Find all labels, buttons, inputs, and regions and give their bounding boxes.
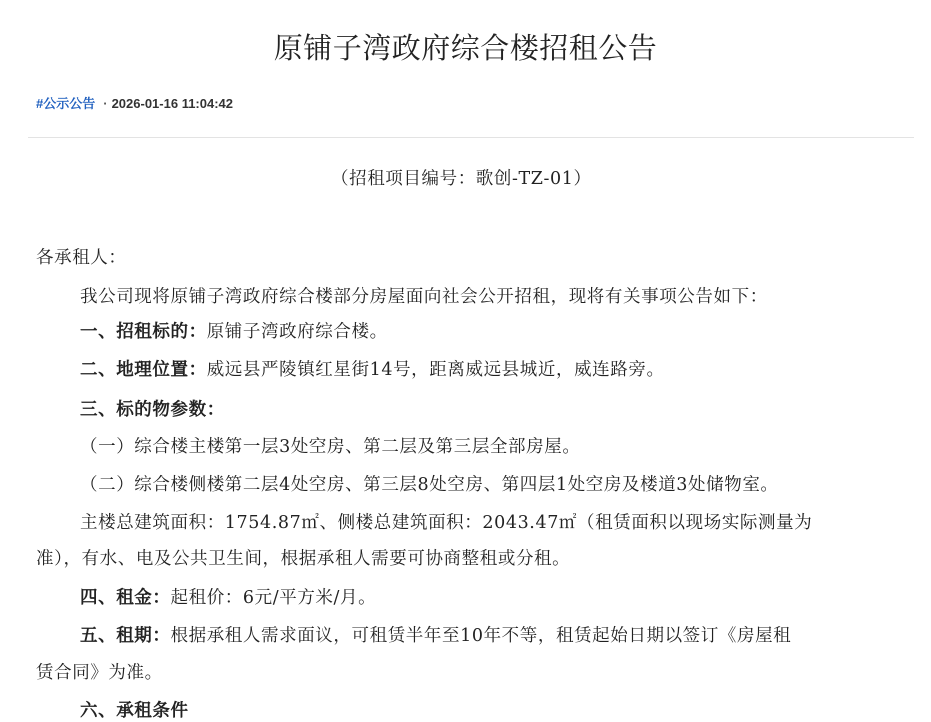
section-2-heading: 二、地理位置：	[80, 360, 207, 380]
section-5-heading: 五、租期：	[80, 626, 171, 646]
category-tag-link[interactable]: #公示公告	[36, 96, 96, 111]
page-title: 原铺子湾政府综合楼招租公告	[273, 31, 658, 65]
section-3-area-line-2: 准），有水、电及公共卫生间，根据承租人需要可协商整租或分租。	[36, 549, 571, 569]
publish-datetime: 2026-01-16 11:04:42	[111, 96, 234, 111]
project-number: （招租项目编号：歌创-TZ-01）	[331, 169, 592, 189]
section-4-heading: 四、租金：	[80, 588, 171, 608]
section-3-item-2: （二）综合楼侧楼第二层4处空房、第三层8处空房、第四层1处空房及楼道3处储物室。	[80, 475, 779, 495]
section-3-item-1: （一）综合楼主楼第一层3处空房、第二层及第三层全部房屋。	[80, 437, 581, 457]
section-1-text: 原铺子湾政府综合楼。	[206, 322, 388, 342]
salutation: 各承租人：	[36, 248, 127, 268]
section-3-area-line-1: 主楼总建筑面积：1754.87㎡、侧楼总建筑面积：2043.47㎡（租赁面积以现场实际测量为	[80, 513, 813, 533]
section-5	[80, 622, 791, 647]
section-5-text-line-1: 根据承租人需求面议，可租赁半年至10年不等，租赁起始日期以签订《房屋租	[170, 626, 792, 646]
section-1-heading: 一、招租标的：	[80, 322, 207, 342]
article-meta	[36, 93, 233, 112]
section-6-heading: 六、承租条件	[80, 701, 189, 721]
header-divider	[28, 137, 914, 138]
section-3-heading: 三、标的物参数：	[80, 400, 225, 420]
section-4	[80, 584, 376, 609]
section-2-text: 威远县严陵镇红星街14号，距离威远县城近，威连路旁。	[206, 360, 665, 380]
section-5-text-line-2: 赁合同》为准。	[36, 663, 163, 683]
section-2	[80, 356, 665, 381]
meta-separator: ·	[103, 96, 108, 111]
section-1	[80, 318, 388, 343]
section-4-text: 起租价：6元/平方米/月。	[170, 588, 377, 608]
intro-paragraph: 我公司现将原铺子湾政府综合楼部分房屋面向社会公开招租，现将有关事项公告如下：	[80, 287, 768, 307]
